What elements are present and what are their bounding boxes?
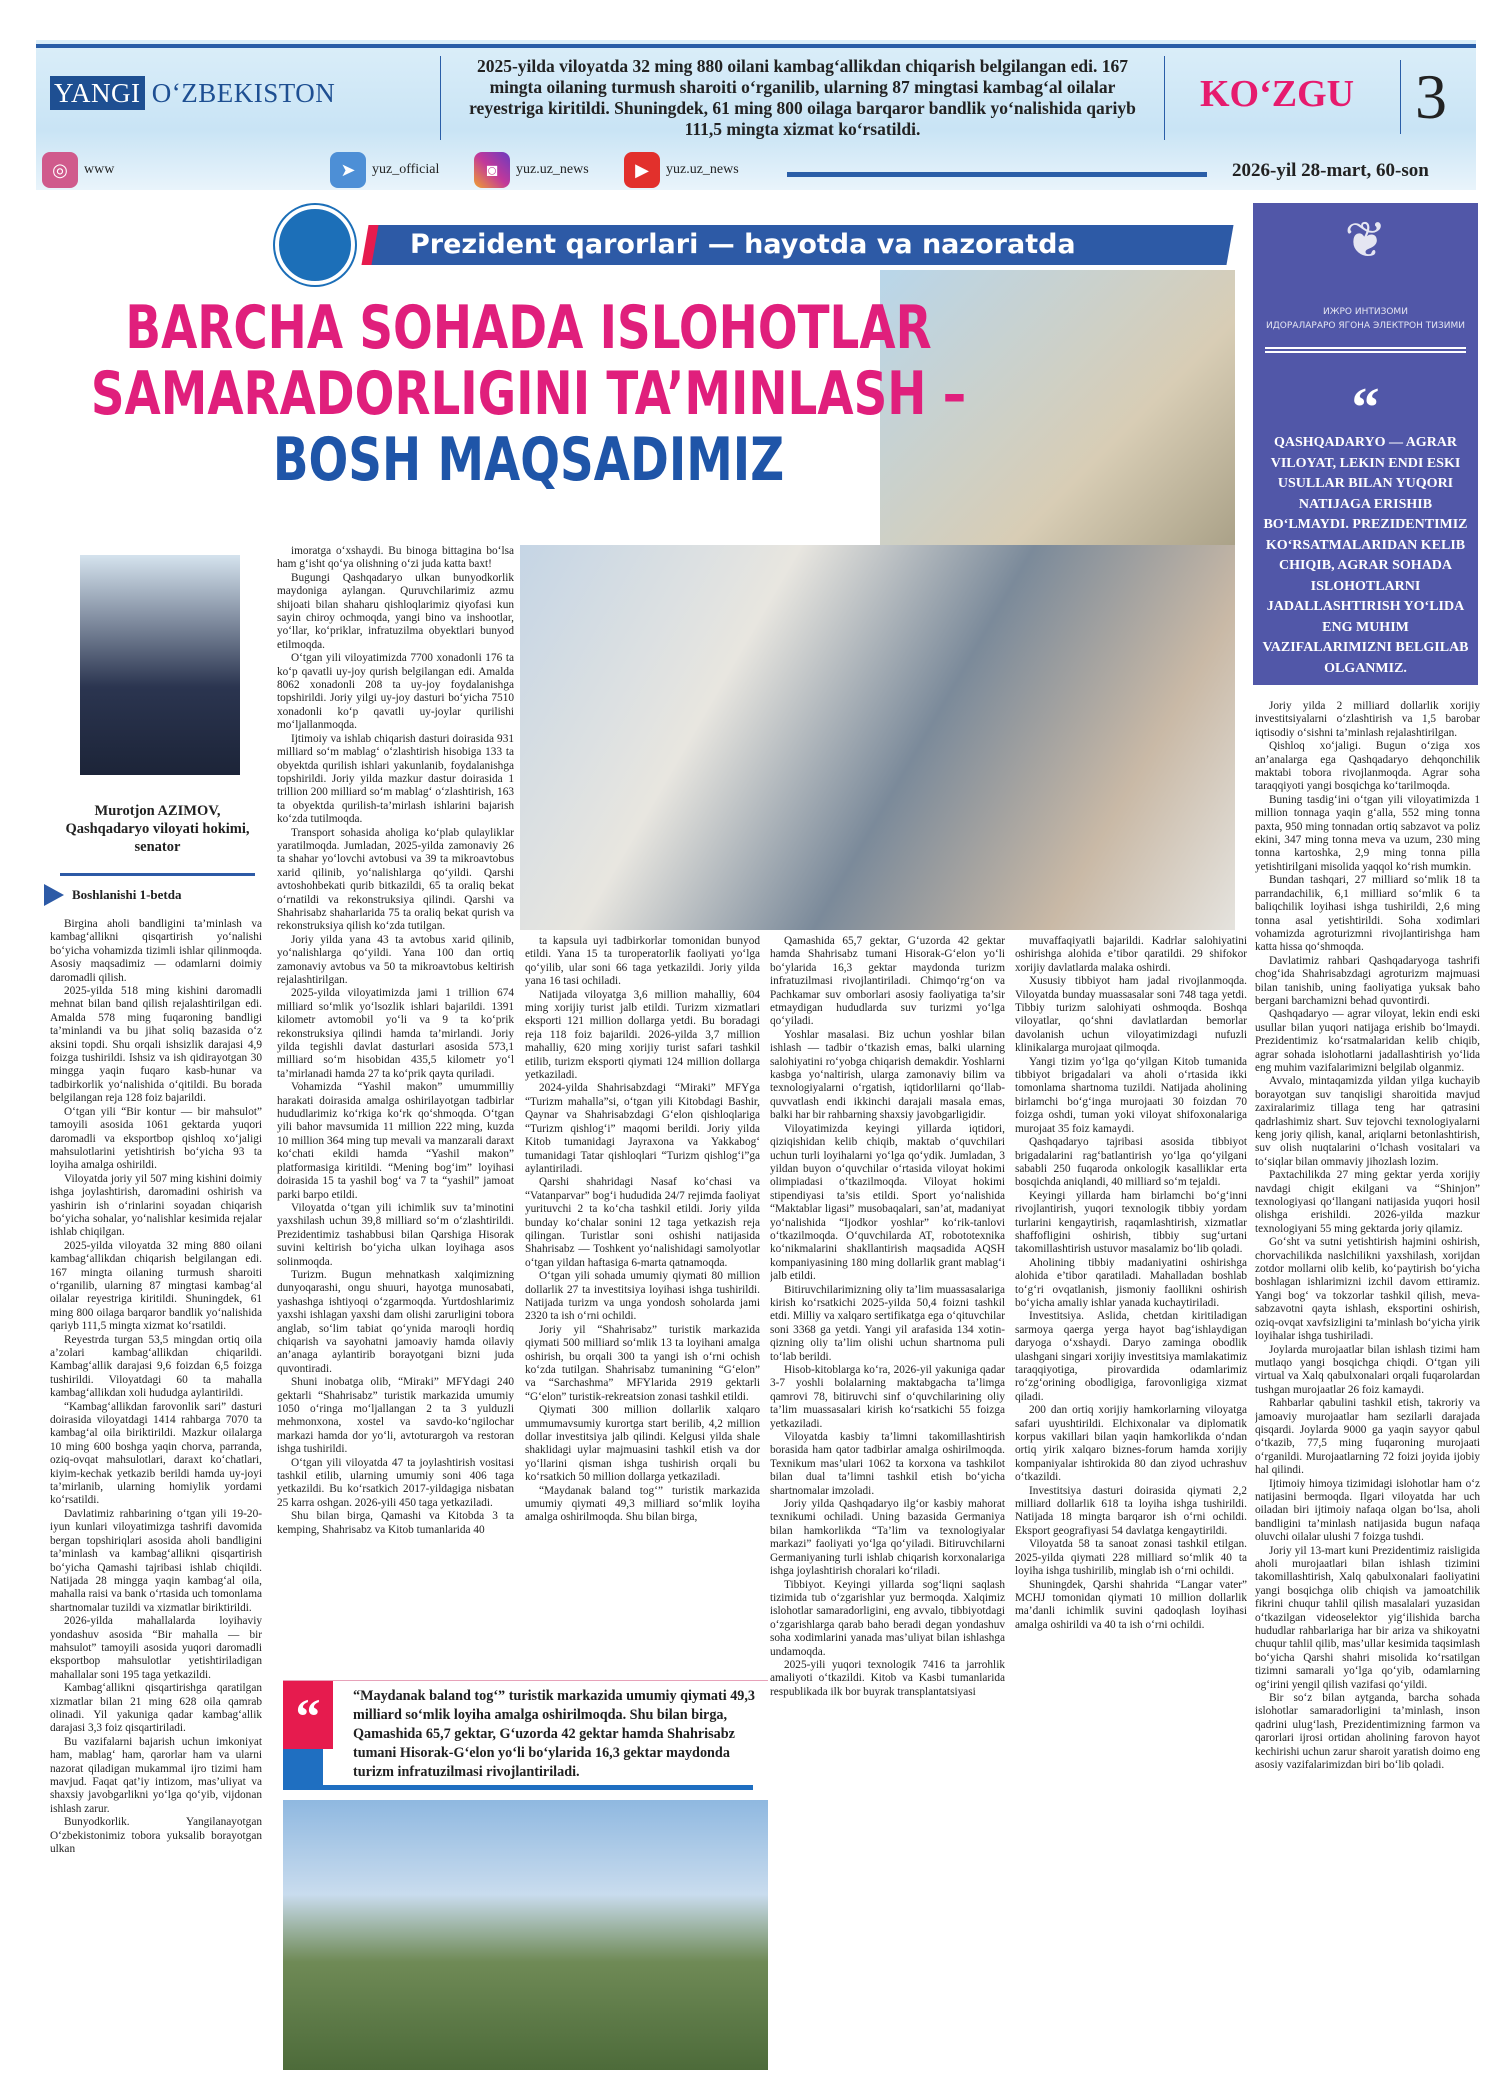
paragraph: 2025-yilda 518 ming kishini daromadli mehnat bilan band qilish rejalashtirilgan edi. Amalda 578 ming fuqaroning bandligi ta’minlandi va bu jihat soliq bazasida o‘z aksini topdi. Shu orqali ishsizlik darajasi 4,9 foizga tushirildi. Ishsiz va ish qidirayotgan 30 mingga yaqin fuqaro kasb-hunar va tadbirkorlik yo‘nalishida o‘qitildi. Bu borada belgilangan reja 128 foiz bajarildi.: [50, 985, 262, 1105]
paragraph: Joriy yilda Qashqadaryo ilg‘or kasbiy mahorat texnikumi ochiladi. Uning bazasida Germaniya bilan hamkorlikda “Ta’lim va texnologiyalar markazi” faoliyati yo‘lga qo‘yiladi. Bitiruvchilarni Germaniyaning turli ishlab chiqarish korxonalariga ishga joylashtirish choralari ko‘riladi.: [770, 1498, 1005, 1578]
article-column-3: [525, 935, 760, 1655]
paragraph: Viloyatda 58 ta sanoat zonasi tashkil etilgan. 2025-yilda qiymati 228 milliard so‘mlik 40 ta loyiha ishga tushirilib, minglab ish o‘rni ochildi.: [1015, 1538, 1247, 1578]
city-logo-icon: [275, 205, 355, 285]
paragraph: Buning tasdig‘ini o‘tgan yili viloyatimizda 1 million tonnaga yaqin g‘alla, 552 ming tonna paxta, 950 ming tonnadan ortiq sabzavot va poliz ekini, 347 ming tonna meva va uzum, 230 ming tonna kartoshka, 2,9 ming tonna pilla yetishtirilgani misolida yaqqol ko‘rish mumkin.: [1255, 793, 1480, 873]
paragraph: Viloyatda o‘tgan yili ichimlik suv ta’minotini yaxshilash uchun 39,8 milliard so‘m o‘zlashtirildi. Prezidentimiz tashabbusi bilan Qarshiga Hisorak suvini keltirish bo‘yicha ulkan loyihaga asos solinmoqda.: [277, 1201, 514, 1268]
paragraph: Xususiy tibbiyot ham jadal rivojlanmoqda. Viloyatda bunday muassasalar soni 748 taga yetdi. Tibbiy turizm salohiyati oshmoqda. Boshqa viloyatlar, qo‘shni davlatlardan bemorlar davolanish uchun viloyatimizdagi nufuzli klinikalarga murojaat qilmoqda.: [1015, 975, 1247, 1055]
paragraph: imoratga o‘xshaydi. Bu binoga bittagina bo‘lsa ham g‘isht qo‘ya olishning o‘zi juda katta baxt!: [277, 545, 514, 571]
observatory-photo: [283, 1800, 768, 2070]
paragraph: “Maydanak baland tog‘” turistik markazida umumiy qiymati 49,3 milliard so‘mlik loyiha amalga oshirilmoqda. Shu bilan birga,: [525, 1484, 760, 1524]
quote-mark-icon: “: [283, 1681, 333, 1749]
social-youtube[interactable]: ▶ yuz.uz_news: [624, 152, 739, 188]
triangle-icon: [44, 884, 64, 906]
paragraph: Joriy yilda yana 43 ta avtobus xarid qilinib, yo‘nalishlarga qo‘yildi. Yana 100 dan ortiq zamonaviy avtobus va 50 ta mikroavtobus keltirish rejalashtirilgan.: [277, 933, 514, 986]
article-column-4: [770, 935, 1005, 2070]
paragraph: ta kapsula uyi tadbirkorlar tomonidan bunyod etildi. Yana 15 ta turoperatorlik faoliyati yo‘lga qo‘yilib, ular soni 66 taga yetkazildi. Joriy yilda yana 16 tasi ochiladi.: [525, 935, 760, 988]
divider: [60, 873, 255, 876]
article-column-5: [1015, 935, 1247, 2070]
paragraph: muvaffaqiyatli bajarildi. Kadrlar salohiyatini oshirishga alohida e’tibor qaratildi. 29 shifokor xorijiy davlatlarda malaka oshirdi.: [1015, 935, 1247, 974]
paragraph: Vohamizda “Yashil makon” umummilliy harakati doirasida amalga oshirilayotgan tadbirlar hududlarimiz ko‘rkiga ko‘rk qo‘shmoqda. O‘tgan yili bahor mavsumida 11 million 222 ming, kuzda 10 million 364 ming tup mevali va manzarali daraxt ko‘chati ekildi hamda “Yashil makon” platformasiga kiritildi. “Mening bog‘im” loyihasi doirasida 15 ta yashil bog‘ va 7 ta “yashil” jamoat parki barpo etildi.: [277, 1081, 514, 1201]
paragraph: Ijtimoiy himoya tizimidagi islohotlar ham o‘z natijasini bermoqda. Ilgari viloyatda har uch oiladan biri ijtimoiy nafaqa olgan bo‘lsa, aholi bandligini ta’minlash natijasida bugun nafaqa oluvchi oilalar ulushi 7 foizga tushdi.: [1255, 1477, 1480, 1544]
pull-quote: “ “Maydanak baland tog‘” turistik markazida umumiy qiymati 49,3 milliard so‘mlik loyiha amalga oshirilmoqda. Shu bilan birga, Qamashida 65,7 gektar, G‘uzorda 42 gektar hamda Shahrisabz tumani Hisorak-G‘elon yo‘li bo‘ylarida 16,3 gektar maydonda turizm infratuzilmasi rivojlantiriladi.: [283, 1680, 768, 1788]
paragraph: Qamashida 65,7 gektar, G‘uzorda 42 gektar hamda Shahrisabz tumani Hisorak-G‘elon yo‘li bo‘ylarida 16,3 gektar maydonda turizm infratuzilmasi rivojlantiriladi. Chimqo‘rg‘on va Pachkamar suv omborlari asosiy faoliyatiga ta’sir etmaydigan hududlarda suv turizmi yo‘lga qo‘yiladi.: [770, 935, 1005, 1028]
article-column-6: [1255, 700, 1480, 2070]
paragraph: O‘tgan yili viloyatda 47 ta joylashtirish vositasi tashkil etilib, ularning umumiy soni 406 taga yetkazildi. Bu ko‘rsatkich 2017-yildagiga nisbatan 25 karra oshgan. 2026-yili 450 taga yetkaziladi.: [277, 1456, 514, 1509]
paragraph: Qashqadaryo — agrar viloyat, lekin endi eski usullar bilan yuqori natijaga erishib bo‘lmaydi. Prezidentimiz ko‘rsatmalaridan kelib chiqib, agrar sohada islohotlarni jadallashtirish yo‘lida eng muhim vazifalarimizni belgilab olganmiz.: [1255, 1008, 1480, 1074]
paragraph: O‘tgan yili viloyatimizda 7700 xonadonli 176 ta ko‘p qavatli uy-joy qurish belgilangan edi. Amalda 8062 xonadonli 208 ta uy-joy foydalanishga topshirildi. Joriy yilgi uy-joy dasturi bo‘yicha 7510 xonadonli ko‘p qavatli uy-joylar qurilishi mo‘ljallanmoqda.: [277, 652, 514, 732]
sidebar-quote-box: [1253, 203, 1478, 685]
paragraph: Rahbarlar qabulini tashkil etish, takroriy va jamoaviy murojaatlar ham sezilarli darajada qisqardi. Joylarda 9000 ga yaqin sayyor qabul o‘tkazib, 77,5 ming fuqaroning murojaati o‘rganildi. Murojaatlarning 72 foizi joyida ijobiy hal qilindi.: [1255, 1397, 1480, 1477]
emblem: ❦ ИЖРО ИНТИЗОМИ ИДОРАЛАРАРО ЯГОНА ЭЛЕКТРОН ТИЗИМИ: [1253, 215, 1478, 333]
paragraph: Joriy yil 13-mart kuni Prezidentimiz raisligida aholi murojaatlari bilan ishlash tizimini takomillashtirish, Xalq qabulxonalari faoliyatini yangi bosqichga olib chiqish va jamoatchilik fikrini chuqur tahlil qilish masalalari yuzasidan o‘tkazilgan videoselektor yig‘ilishida barcha hududlar rahbarlariga har bir ariza va shikoyatni chuqur tahlil qilib, mas’ullar kesimida taqsimlash bo‘yicha Qarshi shahri misolida ko‘rsatilgan tizimni samarali yo‘lga qo‘yib, odamlarning og‘irini yengil qilish vazifasi qo‘yildi.: [1255, 1544, 1480, 1691]
masthead-lead: 2025-yilda viloyatda 32 ming 880 oilani kambag‘allikdan chiqarish belgilangan edi. 167 mingta oilaning turmush sharoiti o‘rganilib, ularning 87 mingtasi kambag‘al oilalar reyestriga kiritildi. Shuningdek, 61 ming 800 oilaga barqaror bandlik yo‘nalishida qariyb 111,5 mingta xizmat ko‘rsatildi.: [440, 56, 1165, 140]
paragraph: 2024-yilda Shahrisabzdagi “Miraki” MFYga “Turizm mahalla”si, o‘tgan yili Kitobdagi Bashir, Qaynar va Shahrisabzdagi G‘elon qishloqlariga “Turizm qishlog‘i” maqomi berildi. Joriy yilda Kitob tumanidagi Jayraxona va Yakkabog‘ tumanidagi Tatar qishloqlari “Turizm qishlog‘i”ga aylantiriladi.: [525, 1082, 760, 1175]
masthead-rule: [36, 44, 1476, 48]
paragraph: Davlatimiz rahbari Qashqadaryoga tashrifi chog‘ida Shahrisabzdagi agroturizm majmuasi bilan tanishib, uning faoliyatiga yuksak baho bergani barchamizni behad quvontirdi.: [1255, 954, 1480, 1007]
section-banner: Prezident qarorlari — hayotda va nazoratda: [371, 225, 1233, 265]
paragraph: 2025-yilda viloyatimizda jami 1 trillion 674 milliard so‘mlik yo‘lsozlik ishlari bajarildi. 1391 kilometr avtomobil yo‘li va 9 ta ko‘prik rekonstruksiya qilindi hamda ta’mirlandi. Joriy yilda tegishli davlat dasturlari asosida 573,1 milliard so‘m hisobidan 435,5 kilometr yo‘l ta’mirlanadi hamda 27 ta ko‘prik qayta quriladi.: [277, 987, 514, 1080]
paragraph: Investitsiya. Aslida, chetdan kiritiladigan sarmoya qaerga yerga hayot bag‘ishlaydigan daryoga o‘xshaydi. Daryo zaminga obodlik ulashgani singari xorijiy investitsiya mamlakatimiz taraqqiyotiga, pirovardida odamlarimiz ro‘zg‘orining obodligiga, farovonligiga xizmat qiladi.: [1015, 1310, 1247, 1403]
paragraph: Avvalo, mintaqamizda yildan yilga kuchayib borayotgan suv tanqisligi sharoitida mavjud zaxiralarimiz tillaga teng har qatrasini qadrlashimiz shart. Suv tejovchi texnologiyalarni keng joriy qilish, kanal, ariqlarni betonlashtirish, suv olish nuqtalarini o‘lchash vositalari va to‘siqlar bilan ommaviy jihozlash lozim.: [1255, 1075, 1480, 1168]
rubric-title: KO‘ZGU: [1200, 73, 1355, 115]
paragraph: Qiymati 300 million dollarlik xalqaro ummumavsumiy kurortga start berilib, 4,2 million dollar investitsiya jalb qilindi. Kelgusi yilda shale shaklidagi uylar majmuasini tashkil etish va dor yo‘llarini qisman ishga tushirish orqali bu ko‘rsatkich 50 million dollarga yetkaziladi.: [525, 1404, 760, 1484]
author-caption: Murotjon AZIMOV, Qashqadaryo viloyati hokimi, senator: [65, 803, 250, 855]
paragraph: 2025-yilda viloyatda 32 ming 880 oilani kambag‘allikdan chiqarish belgilangan edi. 167 mingta oilaning turmush sharoiti o‘rganilib, ularning 87 mingtasi kambag‘al oilalar reyestriga kiritildi. Shuningdek, 61 ming 800 oilaga barqaror bandlik yo‘nalishida qariyb 111,5 mingta xizmat ko‘rsatildi.: [50, 1239, 262, 1333]
paragraph: Bu vazifalarni bajarish uchun imkoniyat ham, mablag‘ ham, qarorlar ham va ularni nazorat qiladigan mukammal ijro tizimi ham mavjud. Faqat qat’iy intizom, mas’uliyat va shaxsiy javobgarlikni yo‘lga qo‘yib, vijdonan ishlash zarur.: [50, 1735, 262, 1815]
paragraph: Viloyatimizda keyingi yillarda iqtidori, qiziqishidan kelib chiqib, maktab o‘quvchilari uchun turli loyihalarni yo‘lga qo‘ydik. Jumladan, 3 yildan buyon o‘quvchilar o‘rtasida viloyat hokimi olimpiadasi o‘tkazilmoqda. Viloyat hokimi stipendiyasi ta’sis etildi. Sport yo‘nalishida “Maktablar ligasi” musobaqalari, san’at, madaniyat yo‘nalishida “Ijodkor yoshlar” ko‘rik-tanlovi o‘tkazilmoqda. O‘quvchilarda AT, robototexnika ko‘nikmalarini shakllantirish maqsadida AQSH kompaniyasining 180 ming dollarlik grant mablag‘i jalb etildi.: [770, 1122, 1005, 1283]
eagle-emblem-icon: ❦: [1344, 211, 1387, 269]
paragraph: Bunyodkorlik. Yangilanayotgan O‘zbekistonimiz tobora yuksalib borayotgan ulkan: [50, 1816, 262, 1856]
social-instagram[interactable]: ◙ yuz.uz_news: [474, 152, 589, 188]
divider: [787, 172, 1207, 177]
headline: BARCHA SOHADA ISLOHOTLAR SAMARADORLIGINI TA’MINLASH – BOSH MAQSADIMIZ: [90, 293, 967, 495]
paragraph: Yoshlar masalasi. Biz uchun yoshlar bilan ishlash — tadbir o‘tkazish emas, balki ularning salohiyatini ro‘yobga chiqarish demakdir. Yoshlarni kasbga yo‘naltirish, ularga zamonaviy bilim va texnologiyalarni o‘rgatish, iqtidorlilarni qo‘llab-quvvatlash endi ikkinchi darajali masala emas, balki har bir rahbarning shaxsiy javobgarligidir.: [770, 1028, 1005, 1122]
paragraph: Tibbiyot. Keyingi yillarda sog‘liqni saqlash tizimida tub o‘zgarishlar yuz bermoqda. Xalqimiz islohotlar samaradorligini, eng avvalo, tibbiyotdagi o‘zgarishlarga qarab baho beradi degan yondashuv soha xodimlarini yanada mas’uliyat bilan ishlashga undamoqda.: [770, 1578, 1005, 1658]
quote-accent: [283, 1749, 323, 1789]
paragraph: 2025-yili yuqori texnologik 7416 ta jarrohlik amaliyoti o‘tkazildi. Kitob va Kasbi tumanlarida respublikada ilk bor buyrak transplantatsiyasi: [770, 1658, 1005, 1698]
paragraph: O‘tgan yili sohada umumiy qiymati 80 million dollarlik 27 ta investitsiya loyihasi ishga tushirildi. Natijada turizm va unga yondosh soholarda jami 2320 ta ish o‘rni ochildi.: [525, 1270, 760, 1323]
page-number: 3: [1400, 60, 1447, 134]
paragraph: 2026-yilda mahallalarda loyihaviy yondashuv asosida “Bir mahalla — bir mahsulot” tamoyili asosida yuqori daromadli eksportbop mahsulotlar yetishtiriladigan mahallalar soni 195 taga yetkazildi.: [50, 1615, 262, 1681]
paragraph: Reyestrda turgan 53,5 mingdan ortiq oila a’zolari kambag‘allikdan chiqarildi. Kambag‘allik darajasi 9,6 foizdan 6,5 foizga tushirildi. Viloyatdagi 60 ta mahalla kambag‘allikdan xoli hududga aylantirildi.: [50, 1333, 262, 1400]
paragraph: Qishloq xo‘jaligi. Bugun o‘ziga xos an’analarga ega Qashqadaryo dehqonchilik maktabi tobora rivojlanmoqda. Agrar soha taraqqiyoti yangi bosqichga ko‘tarilmoqda.: [1255, 740, 1480, 793]
paragraph: Qashqadaryo tajribasi asosida tibbiyot brigadalarini rag‘batlantirish yo‘lga qo‘yilgani sababli 250 fuqaroda onkologik kasalliklar erta bosqichda aniqlandi, 40 milliard so‘m tejaldi.: [1015, 1136, 1247, 1189]
paragraph: Go‘sht va sutni yetishtirish hajmini oshirish, chorvachilikda naslchilikni yaxshilash, xorijdan zotdor mollarni olib kelib, ko‘paytirish bo‘yicha boshlagan ishlarimizni izchil davom ettiramiz. Yangi bog‘ va tokzorlar tashkil qilish, meva-sabzavotni qayta ishlash, eksportini oshirish, oziq-ovqat xavfsizligini ta’minlash bo‘yicha yirik loyihalar ishga tushiriladi.: [1255, 1236, 1480, 1343]
paragraph: Bundan tashqari, 27 milliard so‘mlik 18 ta parrandachilik, 6,1 milliard so‘mlik 6 ta baliqchilik loyihasi ishga tushirildi, 2,6 ming tonna asal yetishtirildi. Soha xodimlari vohamizda agroturizmni rivojlantirishga ham katta hissa qo‘shmoqda.: [1255, 874, 1480, 954]
paragraph: Investitsiya dasturi doirasida qiymati 2,2 milliard dollarlik 618 ta loyiha ishga tushirildi. Natijada 18 mingta barqaror ish o‘rni ochildi. Eksport geografiyasi 54 davlatga kengaytirildi.: [1015, 1484, 1247, 1537]
paragraph: Turizm. Bugun mehnatkash xalqimizning dunyoqarashi, ongu shuuri, hayotga munosabati, yashashga ishtiyoqi o‘zgarmoqda. Yurtdoshlarimiz yaxshi ishlagan yaxshi dam olishi zarurligini tobora anglab, so‘lim tabiat qo‘ynida maroqli hordiq chiqarish va sayohatni jamoaviy hamda oilaviy an’anaga aylantirib borayotgani bizni juda quvontiradi.: [277, 1268, 514, 1375]
paragraph: Qarshi shahridagi Nasaf ko‘chasi va “Vatanparvar” bog‘i hududida 24/7 rejimda faoliyat yurituvchi 2 ta ko‘cha tashkil etildi. Joriy yilda bunday ko‘chalar sonini 12 taga yetkazish reja qilingan. Turistlar soni oshishi natijasida Shahrisabz — Toshkent yo‘nalishidagi samolyotlar o‘tgan yildan haftasiga 6-marta qatnamoqda.: [525, 1176, 760, 1269]
paragraph: Shuni inobatga olib, “Miraki” MFYdagi 240 gektarli “Shahrisabz” turistik markazida umumiy 1050 o‘ringa mo‘ljallangan 2 ta 3 yulduzli mehmonxona, xostel va savdo-ko‘ngilochar markazi hamda dor yo‘li, avtoturargoh va restoran ishga tushirildi.: [277, 1376, 514, 1456]
paragraph: Kambag‘allikni qisqartirishga qaratilgan xizmatlar bilan 21 ming 628 oila qamrab olinadi. Yil yakuniga qadar kambag‘allik darajasi 3,3 foiz qisqartiriladi.: [50, 1682, 262, 1735]
author-portrait: [80, 555, 240, 775]
divider: [1265, 347, 1466, 353]
paragraph: Keyingi yillarda ham birlamchi bo‘g‘inni rivojlantirish, yuqori texnologik tibbiy yordam turlarini kengaytirish, raqamlashtirish, xizmatlar shaffofligini oshirish, tibbiy sug‘urtani takomillashtirish ustuvor masalamiz bo‘lib qoladi.: [1015, 1189, 1247, 1256]
paragraph: Natijada viloyatga 3,6 million mahalliy, 604 ming xorijiy turist jalb etildi. Turizm xizmatlari eksporti 121 million dollarga yetdi. Bu boradagi reja 118 foiz bajarildi. 2026-yilda 3,7 million mahalliy, 620 ming xorijiy turist safari tashkil etilib, turizm eksporti qiymati 124 million dollarga yetkaziladi.: [525, 988, 760, 1082]
paragraph: Shuningdek, Qarshi shahrida “Langar vater” MCHJ tomonidan qiymati 10 million dollarlik ma’danli ichimlik suvini qadoqlash loyihasi amalga oshirildi va 40 ta ish o‘rni ochildi.: [1015, 1578, 1247, 1631]
article-column-1: [50, 918, 262, 2068]
instagram-icon: ◙: [474, 152, 510, 188]
paragraph: Birgina aholi bandligini ta’minlash va kambag‘allikni qisqartirish yo‘nalishi bo‘yicha vohamizda tizimli ishlar qilinmoqda. Asosiy maqsadimiz — odamlarni doimiy daromadli qilish.: [50, 918, 262, 984]
issue-date: 2026-yil 28-mart, 60-son: [1232, 160, 1429, 181]
paragraph: Joriy yilda 2 milliard dollarlik xorijiy investitsiyalarni o‘zlashtirish va 1,5 barobar iqtisodiy o‘sishni ta’minlash rejalashtirilgan.: [1255, 700, 1480, 739]
paragraph: O‘tgan yili “Bir kontur — bir mahsulot” tamoyili asosida 1061 gektarda yuqori daromadli va eksportbop qishloq xo‘jaligi mahsulotlarini yetishtirish bo‘yicha 93 ta loyiha amalga oshirildi.: [50, 1105, 262, 1172]
divider: [283, 1785, 753, 1790]
paragraph: Bugungi Qashqadaryo ulkan bunyodkorlik maydoniga aylangan. Quruvchilarimiz azmu shijoati bilan shaharu qishloqlarimiz qiyofasi kun sayin chiroy ochmoqda, yangi bino va inshootlar, yo‘llar, ko‘priklar, infratuzilma obyektlari bunyod etilmoqda.: [277, 571, 514, 651]
paragraph: Davlatimiz rahbarining o‘tgan yili 19-20-iyun kunlari viloyatimizga tashrifi davomida bergan topshiriqlari asosida aholi bandligini ta’minlash va kambag‘allikni qisqartirish bo‘yicha Qamashi tajribasi ishlab chiqildi. Natijada 28 mingga yaqin kambag‘al oila, mahalla raisi va bank o‘rtasida uch tomonlama shartnomalar tuzildi va xizmatlar biriktirildi.: [50, 1507, 262, 1614]
paragraph: Bitiruvchilarimizning oliy ta’lim muassasalariga kirish ko‘rsatkichi 2025-yilda 50,4 foizni tashkil etdi. Milliy va xalqaro sertifikatga ega o‘qituvchilar soni 3368 ga yetdi. Yangi yil arafasida 134 xotin-qizning oliy ta’lim olishi uchun shartnoma puli to‘lab berildi.: [770, 1283, 1005, 1363]
telegram-icon: ➤: [330, 152, 366, 188]
paragraph: Bir so‘z bilan aytganda, barcha sohada islohotlar samaradorligini ta’minlash, inson qadrini ulug‘lash, Prezidentimizning farmon va qarorlari ijrosi ortidan aholining farovon hayot kechirishi uchun zarur sharoit yaratish doimo eng asosiy vazifalarimizdan biri bo‘lib qoladi.: [1255, 1692, 1480, 1772]
paragraph: Ijtimoiy va ishlab chiqarish dasturi doirasida 931 milliard so‘m mablag‘ o‘zlashtirish hisobiga 133 ta obyektda qurilish ishlari yakunlanib, foydalanishga topshirildi. Joriy yilda mazkur dastur doirasida 1 trillion 200 milliard so‘m mablag‘ o‘zlashtirish, 163 ta obyektda qurilish-ta’mirlash ishlarini bajarish ko‘zda tutilmoqda.: [277, 732, 514, 826]
social-web[interactable]: ◎ www: [42, 152, 114, 188]
paragraph: Aholining tibbiy madaniyatini oshirishga alohida e’tibor qaratiladi. Mahalladan boshlab to‘g‘ri ovqatlanish, jismoniy faollikni oshirish bo‘yicha amaliy ishlar yanada kuchaytiriladi.: [1015, 1256, 1247, 1309]
paragraph: 200 dan ortiq xorijiy hamkorlarning viloyatga safari uyushtirildi. Elchixonalar va diplomatik korpus vakillari bilan yaqin hamkorlikda o‘ndan ortiq yirik xalqaro biznes-forum hamda xorijiy kompaniyalar ishtirokida 80 dan ziyod uchrashuv o‘tkazildi.: [1015, 1404, 1247, 1484]
newspaper-logo[interactable]: YANGI O‘ZBEKISTON: [50, 78, 335, 109]
paragraph: Joylarda murojaatlar bilan ishlash tizimi ham mutlaqo yangi bosqichga chiqdi. O‘tgan yili virtual va Xalq qabulxonalari orqali fuqarolardan tushgan murojaatlar 26 foiz kamaydi.: [1255, 1343, 1480, 1396]
paragraph: Hisob-kitoblarga ko‘ra, 2026-yil yakuniga qadar 3-7 yoshli bolalarning maktabgacha ta’limga qamrovi 78, bitiruvchi sinf o‘quvchilarining oliy ta’lim muassasalari kirish ko‘rsatkichi 55 foizga yetkaziladi.: [770, 1364, 1005, 1430]
paragraph: Shu bilan birga, Qamashi va Kitobda 3 ta kemping, Shahrisabz va Kitob tumanlarida 40: [277, 1510, 514, 1536]
globe-icon: ◎: [42, 152, 78, 188]
paragraph: Joriy yil “Shahrisabz” turistik markazida qiymati 500 milliard so‘mlik 13 ta loyihani amalga oshirish, bu orqali 300 ta yangi ish o‘rni ochish ko‘zda tutilgan. Shahrisabz tumanining “G‘elon” va “Sarchashma” MFYlarida 2919 gektarli “G‘elon” turistik-rekreatsion zonasi tashkil etildi.: [525, 1323, 760, 1403]
paragraph: Viloyatda kasbiy ta’limni takomillashtirish borasida ham qator tadbirlar amalga oshirilmoqda. Texnikum mas’ulari 1062 ta korxona va tashkilot bilan dual ta’limni tashkil etish bo‘yicha shartnomalar imzoladi.: [770, 1431, 1005, 1497]
social-telegram[interactable]: ➤ yuz_official: [330, 152, 439, 188]
youtube-icon: ▶: [624, 152, 660, 188]
article-column-2: [277, 545, 514, 1655]
paragraph: Viloyatda joriy yil 507 ming kishini doimiy ishga joylashtirish, daromadini oshirish va yashirin ish o‘rinlarini soyadan chiqarish bo‘yicha sohalar, yo‘nalishlar kesimida rejalar ishlab chiqilgan.: [50, 1172, 262, 1239]
paragraph: “Kambag‘allikdan farovonlik sari” dasturi doirasida viloyatdagi 1414 rahbarga 7070 ta kambag‘al oila biriktirildi. Mazkur oilalarga 10 ming 600 boshga yaqin chorva, parranda, oziq-ovqat mahsulotlari, daraxt ko‘chatlari, kiyim-kechak yetkazib berildi hamda uy-joyi ta’mirlanib, ularning homiylik yordami ko‘rsatildi.: [50, 1400, 262, 1507]
continued-label: Boshlanishi 1-betda: [44, 884, 181, 906]
paragraph: Paxtachilikda 27 ming gektar yerda xorijiy navdagi chigit ekilgani va “Shinjon” texnologiyasi qo‘llangani natijasida yuqori hosil olishga erishildi. 2026-yilda mazkur texnologiyani 55 ming gektarda joriy qilamiz.: [1255, 1169, 1480, 1235]
sidebar-quote: QASHQADARYO — AGRAR VILOYAT, LEKIN ENDI ESKI USULLAR BILAN YUQORI NATIJAGA ERISHIB BO‘LMAYDI. PREZIDENTIMIZ KO‘RSATMALARIDAN KELIB CHIQIB, AGRAR SOHADA ISLOHOTLARNI JADALLASHTIRISH YO‘LIDA ENG MUHIM VAZIFALARIMIZNI BELGILAB OLGANMIZ.: [1262, 435, 1469, 676]
paragraph: Yangi tizim yo‘lga qo‘yilgan Kitob tumanida tibbiyot brigadalari va aholi o‘rtasida ikki tomonlama shartnoma tuzildi. Natijada aholining birlamchi bo‘g‘inga murojaati 30 foizdan 70 foizga oshdi, tuman yoki viloyat shifoxonalariga murojaat 35 foiz kamaydi.: [1015, 1055, 1247, 1135]
paragraph: Transport sohasida aholiga ko‘plab qulayliklar yaratilmoqda. Jumladan, 2025-yilda zamonaviy 26 ta shahar yo‘lovchi avtobusi va 39 ta mikroavtobus xarid qilinib, yo‘nalishlarga qo‘yildi. Qarshi avtoshohbekati qurib bitkazildi, 65 ta oraliq bekat o‘rnatildi va rekonstruksiya qilindi. Qarshi va Shahrisabz shaharlarida 75 ta oraliq bekat qurish va rekonstruksiya qilish ko‘zda tutilgan.: [277, 826, 514, 933]
quote-mark-icon: “: [1351, 377, 1380, 439]
collage-photo: [520, 545, 1235, 930]
